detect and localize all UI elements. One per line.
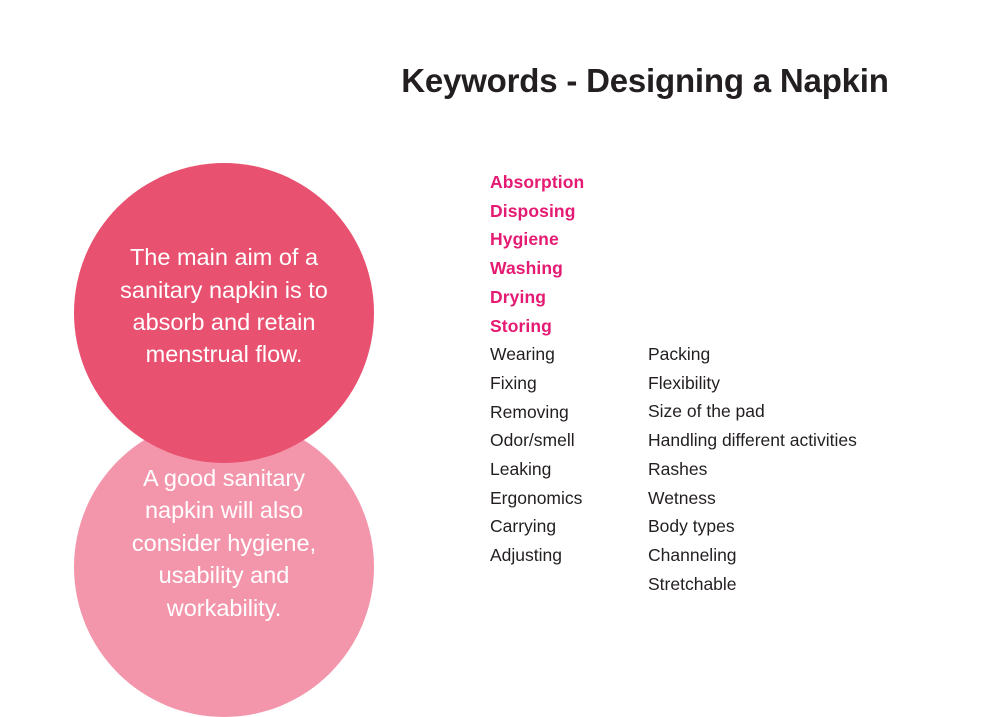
list-item: Odor/smell: [490, 430, 575, 451]
list-item: Ergonomics: [490, 487, 583, 508]
list-item: Absorption: [490, 172, 585, 192]
list-item: Adjusting: [490, 545, 562, 566]
page-title: Keywords - Designing a Napkin: [401, 62, 889, 99]
list-item: Washing: [490, 258, 563, 279]
list-item: Storing: [490, 315, 552, 336]
hygiene-circle-text: A good sanitary napkin will also consider hygiene, usability and workability.: [131, 464, 317, 621]
list-item: Wetness: [648, 487, 716, 508]
list-item: Rashes: [648, 458, 708, 479]
keyword-column-two: [648, 340, 968, 598]
list-item: Stretchable: [648, 573, 737, 594]
list-item: Size of the pad: [648, 401, 765, 422]
list-item: Leaking: [490, 459, 552, 480]
list-item: Body types: [648, 516, 735, 537]
list-item: Hygiene: [490, 229, 559, 250]
aim-circle-text: The main aim of a sanitary napkin is to absorb and retain menstrual flow.: [120, 244, 328, 368]
list-item: Packing: [648, 344, 711, 364]
list-item: Disposing: [490, 200, 576, 221]
list-item: Channeling: [648, 544, 737, 565]
list-item: Drying: [490, 286, 547, 307]
aim-circle: [74, 163, 374, 463]
keyword-column-one: [490, 168, 640, 570]
list-item: Fixing: [490, 372, 537, 393]
list-item: Removing: [490, 401, 569, 422]
list-item: Handling different activities: [648, 430, 857, 451]
list-item: Carrying: [490, 516, 557, 537]
list-item: Wearing: [490, 344, 555, 365]
list-item: Flexibility: [648, 372, 720, 393]
